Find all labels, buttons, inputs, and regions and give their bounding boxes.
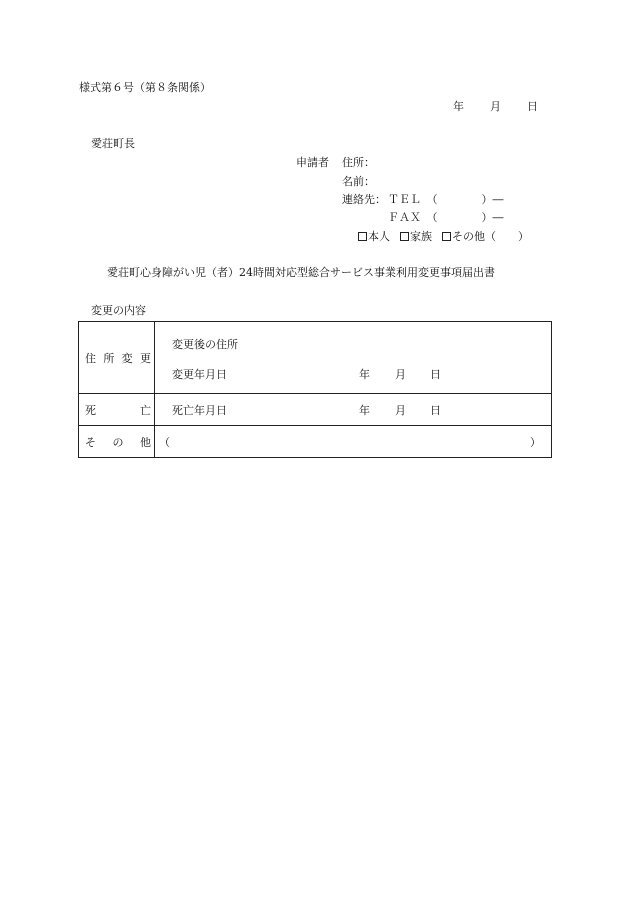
- applicant-address-label: 住所：: [342, 156, 375, 169]
- change-month-label: 月: [395, 368, 406, 381]
- changes-table: [78, 321, 552, 458]
- death-cell[interactable]: [155, 394, 552, 426]
- relation-options: [358, 230, 539, 244]
- checkbox-icon[interactable]: [442, 232, 451, 241]
- other-open-paren: （: [159, 436, 170, 449]
- other-close-paren: ）: [530, 436, 541, 449]
- change-year-label: 年: [359, 368, 370, 381]
- month-label: 月: [490, 100, 501, 113]
- applicant-label: 申請者: [296, 156, 329, 169]
- table-row-death: [79, 394, 552, 426]
- table-row-address-change: [79, 322, 552, 394]
- new-address-label: 変更後の住所: [172, 338, 238, 351]
- address-change-cell[interactable]: [155, 322, 552, 394]
- change-day-label: 日: [430, 368, 441, 381]
- contact-label: 連絡先：: [342, 193, 386, 206]
- document-title: 愛荘町心身障がい児（者）24時間対応型総合サービス事業利用変更事項届出書: [107, 266, 495, 279]
- relation-option-self[interactable]: 本人: [358, 230, 390, 243]
- form-number: 様式第６号（第８条関係）: [79, 81, 211, 94]
- table-row-other: [79, 426, 552, 458]
- addressee: 愛荘町長: [91, 137, 135, 150]
- applicant-name-label: 名前：: [342, 175, 375, 188]
- section-label: 変更の内容: [91, 304, 146, 317]
- checkbox-icon[interactable]: [400, 232, 409, 241]
- death-year-label: 年: [359, 404, 370, 417]
- address-change-header: 住 所 変 更: [79, 322, 155, 394]
- day-label: 日: [527, 100, 538, 113]
- death-date-label: 死亡年月日: [172, 404, 227, 417]
- other-header: そ の 他: [79, 426, 155, 458]
- checkbox-icon[interactable]: [358, 232, 367, 241]
- death-header: 死 亡: [79, 394, 155, 426]
- submission-date: [453, 100, 538, 114]
- year-label: 年: [453, 100, 464, 113]
- other-cell[interactable]: [155, 426, 552, 458]
- change-date-label: 変更年月日: [172, 368, 227, 381]
- tel-field: ＴＥＬ （ ）―: [388, 193, 504, 206]
- death-month-label: 月: [395, 404, 406, 417]
- death-day-label: 日: [430, 404, 441, 417]
- relation-option-family[interactable]: 家族: [400, 230, 432, 243]
- relation-option-other[interactable]: その他（ ）: [442, 230, 529, 243]
- fax-field: ＦＡＸ （ ）―: [388, 211, 504, 224]
